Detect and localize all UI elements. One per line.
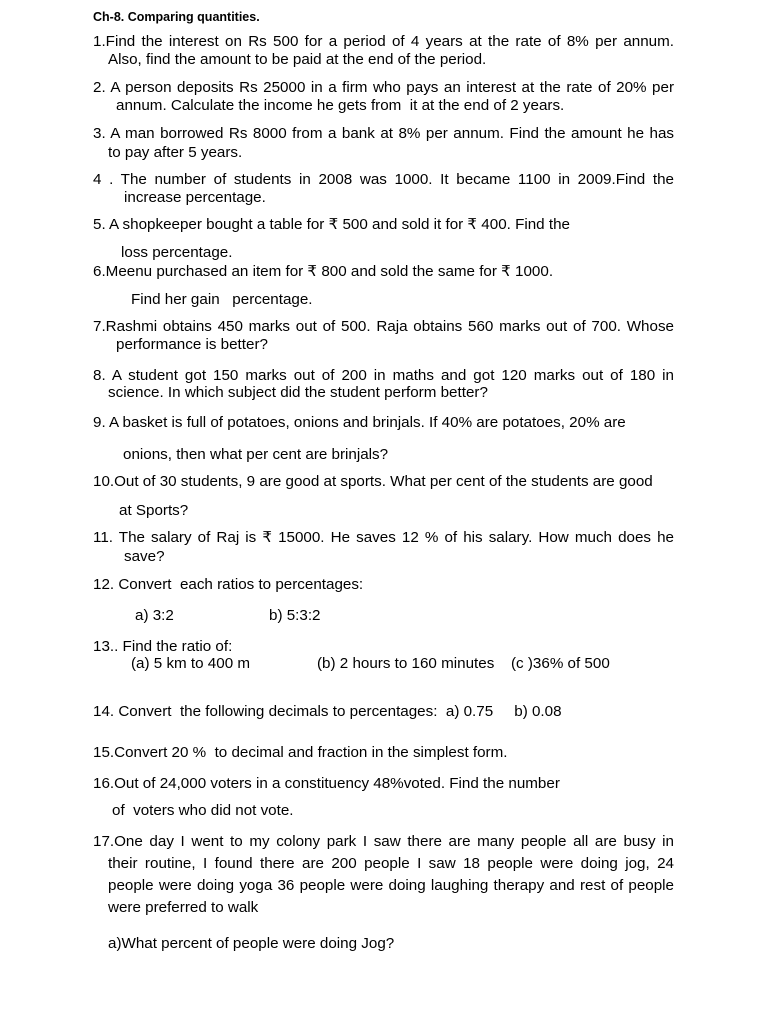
question-13-part-b: (b) 2 hours to 160 minutes <box>317 655 495 672</box>
question-13-part-a: (a) 5 km to 400 m <box>131 655 251 672</box>
question-5-line-1: 5. A shopkeeper bought a table for ₹ 500 and sold it for ₹ 400. Find the <box>93 216 570 233</box>
question-6-line-1: 6.Meenu purchased an item for ₹ 800 and sold the same for ₹ 1000. <box>93 263 554 280</box>
question-3-line-2: to pay after 5 years. <box>108 144 243 161</box>
question-17-part-a: a)What percent of people were doing Jog? <box>108 935 395 952</box>
question-10-line-1: 10.Out of 30 students, 9 are good at sports. What per cent of the students are good <box>93 473 653 490</box>
question-17-line-1: 17.One day I went to my colony park I saw there are many people all are busy in <box>93 833 674 850</box>
question-11-line-1: 11. The salary of Raj is ₹ 15000. He saves 12 % of his salary. How much does he <box>93 529 674 546</box>
question-14-line-1: 14. Convert the following decimals to percentages: a) 0.75 b) 0.08 <box>93 703 562 720</box>
question-12-line-1: 12. Convert each ratios to percentages: <box>93 576 364 593</box>
question-8-line-2: science. In which subject did the student perform better? <box>108 384 488 401</box>
question-2-line-2: annum. Calculate the income he gets from it at the end of 2 years. <box>116 97 565 114</box>
question-3-line-1: 3. A man borrowed Rs 8000 from a bank at 8% per annum. Find the amount he has <box>93 125 674 142</box>
question-17-line-4: were preferred to walk <box>108 899 259 916</box>
question-13-part-c: (c )36% of 500 <box>511 655 610 672</box>
question-1-line-1: 1.Find the interest on Rs 500 for a period of 4 years at the rate of 8% per annum. <box>93 33 674 50</box>
page-title: Ch-8. Comparing quantities. <box>93 10 260 24</box>
question-9-line-1: 9. A basket is full of potatoes, onions and brinjals. If 40% are potatoes, 20% are <box>93 414 626 431</box>
question-4-line-1: 4 . The number of students in 2008 was 1000. It became 1100 in 2009.Find the <box>93 171 674 188</box>
question-7-line-2: performance is better? <box>116 336 268 353</box>
question-12-part-a: a) 3:2 <box>135 607 174 624</box>
question-1-line-2: Also, find the amount to be paid at the end of the period. <box>108 51 487 68</box>
question-16-line-1: 16.Out of 24,000 voters in a constituency 48%voted. Find the number <box>93 775 560 792</box>
question-7-line-1: 7.Rashmi obtains 450 marks out of 500. Raja obtains 560 marks out of 700. Whose <box>93 318 674 335</box>
question-11-line-2: save? <box>124 548 165 565</box>
question-16-line-2: of voters who did not vote. <box>112 802 294 819</box>
question-17-line-2: their routine, I found there are 200 people I saw 18 people were doing jog, 24 <box>108 855 674 872</box>
question-6-line-2: Find her gain percentage. <box>131 291 313 308</box>
question-5-line-2: loss percentage. <box>121 244 233 261</box>
question-2-line-1: 2. A person deposits Rs 25000 in a firm who pays an interest at the rate of 20% per <box>93 79 674 96</box>
question-4-line-2: increase percentage. <box>124 189 266 206</box>
question-9-line-2: onions, then what per cent are brinjals? <box>123 446 389 463</box>
question-10-line-2: at Sports? <box>119 502 189 519</box>
question-12-part-b: b) 5:3:2 <box>269 607 321 624</box>
question-17-line-3: people were doing yoga 36 people were doing laughing therapy and rest of people <box>108 877 674 894</box>
question-8-line-1: 8. A student got 150 marks out of 200 in maths and got 120 marks out of 180 in <box>93 367 674 384</box>
question-15-line-1: 15.Convert 20 % to decimal and fraction in the simplest form. <box>93 744 508 761</box>
question-13-line-1: 13.. Find the ratio of: <box>93 638 233 655</box>
